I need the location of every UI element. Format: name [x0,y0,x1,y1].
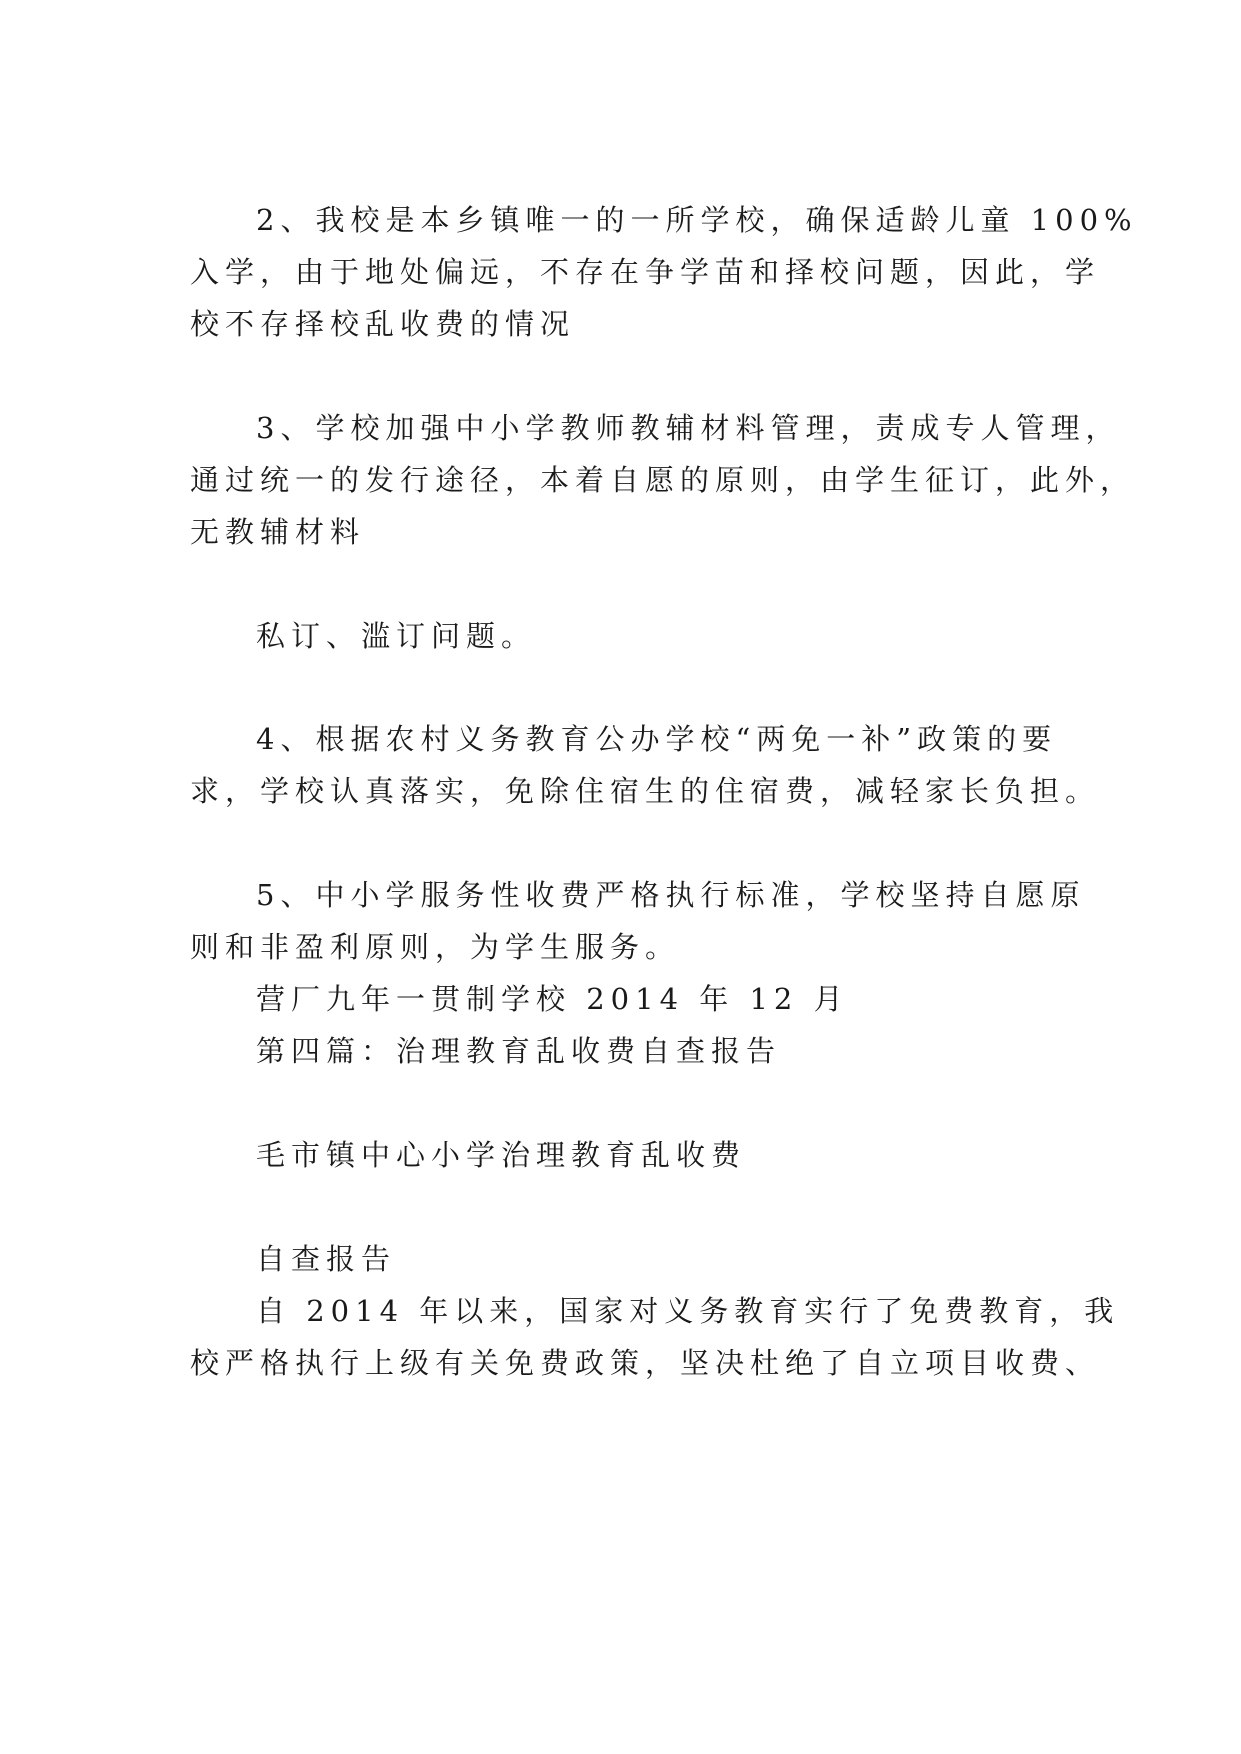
paragraph-3-line-1: 3、学校加强中小学教师教辅材料管理，责成专人管理， [256,411,1121,445]
paragraph-3-line-3: 无教辅材料 [190,515,366,549]
paragraph-3b-line-1: 私订、滥订问题。 [256,619,537,653]
paragraph-4-line-2: 求，学校认真落实，免除住宿生的住宿费，减轻家长负担。 [190,774,1101,808]
intro-paragraph-line-2: 校严格执行上级有关免费政策，坚决杜绝了自立项目收费、 [190,1346,1101,1380]
paragraph-2-line-3: 校不存择校乱收费的情况 [190,307,576,341]
paragraph-5-line-1: 5、中小学服务性收费严格执行标准，学校坚持自愿原 [256,878,1086,912]
paragraph-4-line-1: 4、根据农村义务教育公办学校“两免一补”政策的要 [256,722,1058,756]
paragraph-2-line-1: 2、我校是本乡镇唯一的一所学校，确保适龄儿童 100% [256,203,1138,237]
paragraph-5-line-2: 则和非盈利原则，为学生服务。 [190,930,681,964]
intro-paragraph-line-1: 自 2014 年以来，国家对义务教育实行了免费教育，我 [256,1294,1120,1328]
school-signature-date: 营厂九年一贯制学校 2014 年 12 月 [256,982,849,1016]
section-heading: 第四篇：治理教育乱收费自查报告 [256,1034,782,1068]
report-title-line-1: 毛市镇中心小学治理教育乱收费 [256,1138,747,1172]
paragraph-3-line-2: 通过统一的发行途径，本着自愿的原则，由学生征订，此外， [190,463,1136,497]
paragraph-2-line-2: 入学，由于地处偏远，不存在争学苗和择校问题，因此，学 [190,255,1101,289]
report-title-line-2: 自查报告 [256,1242,397,1276]
